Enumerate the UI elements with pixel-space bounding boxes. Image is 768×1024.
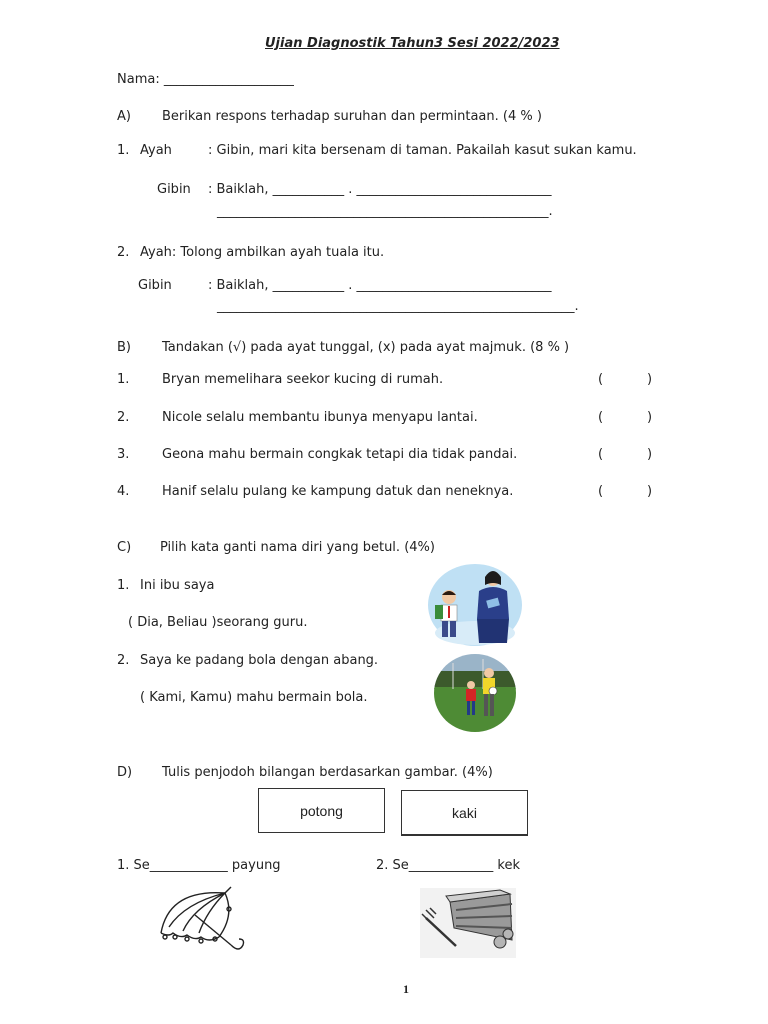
umbrella-icon [155,885,247,957]
section-c-label: C) [117,540,132,555]
list-item-text: Geona mahu bermain congkak tetapi dia tidak pandai. [162,447,518,462]
list-item-number: 4. [117,484,130,499]
fill-in-question: 1. Se____________ payung [117,858,281,873]
section-b-label: B) [117,340,131,355]
question-text: Saya ke padang bola dengan abang. [140,653,379,668]
word-box-kaki: kaki [401,790,528,836]
section-c-heading: Pilih kata ganti nama diri yang betul. (4%) [160,540,435,555]
answer-bracket-close: ) [647,372,653,387]
list-item-text: Hanif selalu pulang ke kampung datuk dan neneknya. [162,484,514,499]
list-item-text: Nicole selalu membantu ibunya menyapu lantai. [162,410,478,425]
answer-bracket-close: ) [647,447,653,462]
answer-line: : Baiklah, ___________ . ______________________________ [208,182,552,197]
answer-line: ___________________________________________________. [217,204,553,219]
list-item-number: 3. [117,447,130,462]
name-field-line: Nama: ____________________ [117,72,294,87]
question-number: 1. [117,143,130,158]
answer-bracket-open: ( [598,410,604,425]
speaker-label: Gibin [157,182,191,197]
question-number: 1. [117,578,130,593]
answer-bracket-open: ( [598,484,604,499]
list-item-text: Bryan memelihara seekor kucing di rumah. [162,372,444,387]
answer-bracket-open: ( [598,447,604,462]
list-item-number: 2. [117,410,130,425]
question-choice-text: ( Dia, Beliau )seorang guru. [128,615,308,630]
document-title: Ujian Diagnostik Tahun3 Sesi 2022/2023 [265,36,560,51]
question-number: 2. [117,245,130,260]
section-d-label: D) [117,765,133,780]
section-b-heading: Tandakan (√) pada ayat tunggal, (x) pada ayat majmuk. (8 % ) [162,340,570,355]
answer-line: _______________________________________________________. [217,299,579,314]
answer-bracket-open: ( [598,372,604,387]
list-item-number: 1. [117,372,130,387]
cake-slice-icon [420,888,516,958]
question-text: Ini ibu saya [140,578,215,593]
speaker-label: Ayah [140,143,172,158]
fill-in-question: 2. Se_____________ kek [376,858,521,873]
question-choice-text: ( Kami, Kamu) mahu bermain bola. [140,690,368,705]
word-box-potong: potong [258,788,385,833]
answer-bracket-close: ) [647,484,653,499]
football-field-boys-illustration [433,653,517,733]
speaker-label: Gibin [138,278,172,293]
section-d-heading: Tulis penjodoh bilangan berdasarkan gambar. (4%) [162,765,493,780]
page-number: 1 [403,982,409,996]
question-number: 2. [117,653,130,668]
section-a-label: A) [117,109,131,124]
answer-line: : Baiklah, ___________ . ______________________________ [208,278,552,293]
mother-teacher-son-illustration [427,563,523,647]
answer-bracket-close: ) [647,410,653,425]
dialogue-line: Ayah: Tolong ambilkan ayah tuala itu. [140,245,385,260]
dialogue-line: : Gibin, mari kita bersenam di taman. Pakailah kasut sukan kamu. [208,143,637,158]
section-a-heading: Berikan respons terhadap suruhan dan permintaan. (4 % ) [162,109,542,124]
